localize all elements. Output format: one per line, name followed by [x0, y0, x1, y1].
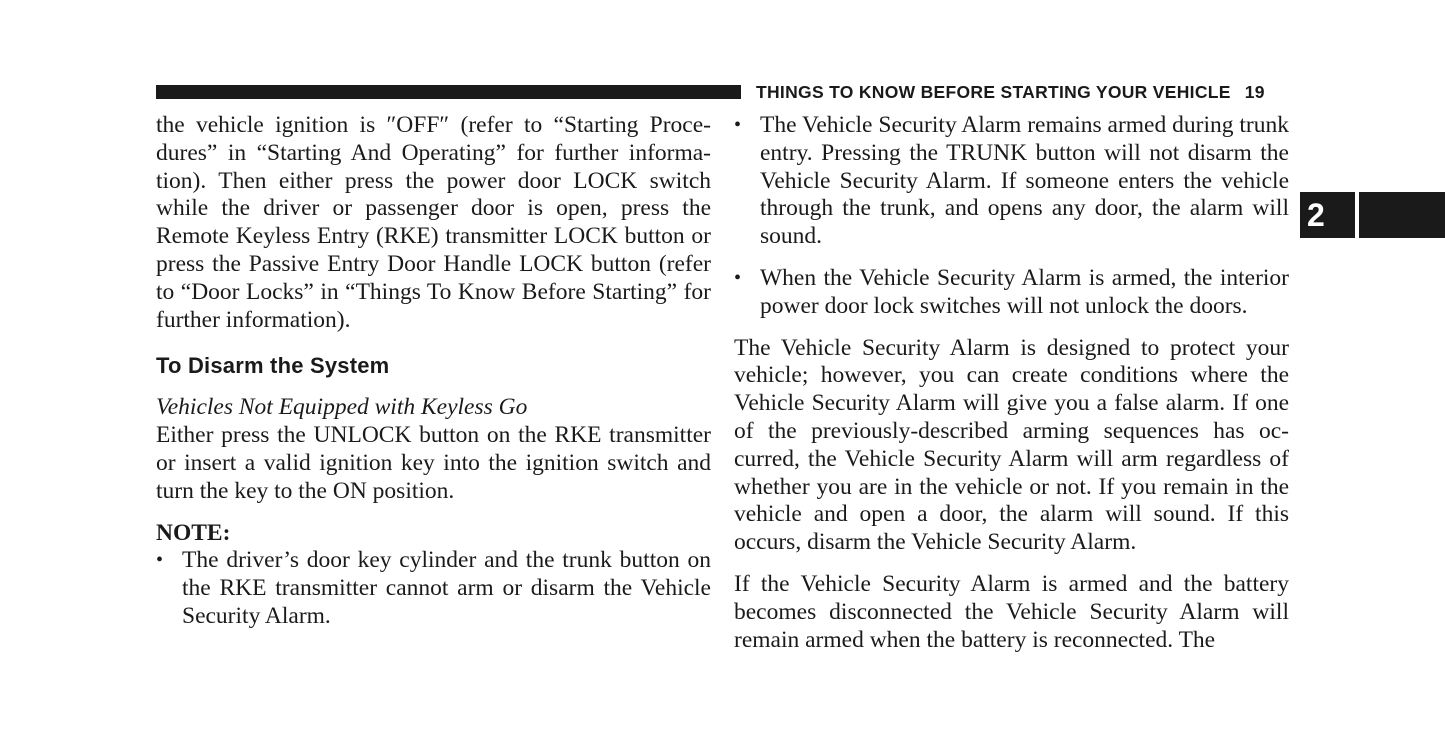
section-heading: To Disarm the System [156, 353, 390, 379]
right-column [734, 112, 1289, 654]
body-paragraph: If the Vehicle Security Alarm is armed and the battery becomes disconnected the Vehicle Security Alarm will remain armed when the battery is reconnected. The [734, 570, 1289, 653]
body-paragraph: The Vehicle Security Alarm is designed to protect your vehicle; however, you can create conditions where the Vehicle Security Alarm will give you a false alarm. If one of the previously-described arming sequences has oc-curred, the Vehicle Security Alarm will arm regardless of whether you are in the vehicle or not. If you remain in the vehicle and open a door, the alarm will sound. If this occurs, disarm the Vehicle Security Alarm. [734, 334, 1289, 556]
list-item [734, 112, 1289, 251]
list-item-text: The Vehicle Security Alarm remains armed during trunk entry. Pressing the TRUNK button will not disarm the Vehicle Security Alarm. If someone enters the vehicle through the trunk, and opens any door, the alarm will sound. [760, 112, 1289, 250]
bullet-icon: • [156, 549, 164, 572]
page-number: 19 [1244, 82, 1265, 102]
note-label: NOTE: [156, 519, 231, 546]
header-title: THINGS TO KNOW BEFORE STARTING YOUR VEHICLE [756, 82, 1231, 102]
left-column [156, 112, 711, 631]
note-bullet-text: The driver’s door key cylinder and the trunk button on the RKE transmitter cannot arm or disarm the Vehicle Security Alarm. [182, 547, 711, 629]
chapter-tab [1300, 192, 1445, 238]
note-bullet [156, 547, 711, 630]
intro-paragraph: the vehicle ignition is ″OFF″ (refer to “Starting Proce-dures” in “Starting And Operating” for further informa-tion). Then either press the power door LOCK switch while the driver or passenger door is open, press the Remote Keyless Entry (RKE) transmitter LOCK button or press the Passive Entry Door Handle LOCK button (refer to “Door Locks” in “Things To Know Before Starting” for further information). [156, 112, 711, 333]
chapter-tab-notch [1355, 192, 1359, 238]
header-rule [156, 85, 741, 99]
bullet-icon: • [734, 266, 742, 289]
bullet-icon: • [734, 114, 742, 136]
list-item-text: When the Vehicle Security Alarm is armed, the interior power door lock switches will not unlock the doors. [760, 264, 1289, 319]
list-item [734, 265, 1289, 321]
chapter-tab-label: 2 [1307, 197, 1325, 233]
subheading-paragraph: Either press the UNLOCK button on the RKE transmitter or insert a valid ignition key into the ignition switch and turn the key to the ON position. [156, 422, 711, 504]
subheading: Vehicles Not Equipped with Keyless Go [156, 394, 528, 421]
running-header [756, 82, 1265, 103]
